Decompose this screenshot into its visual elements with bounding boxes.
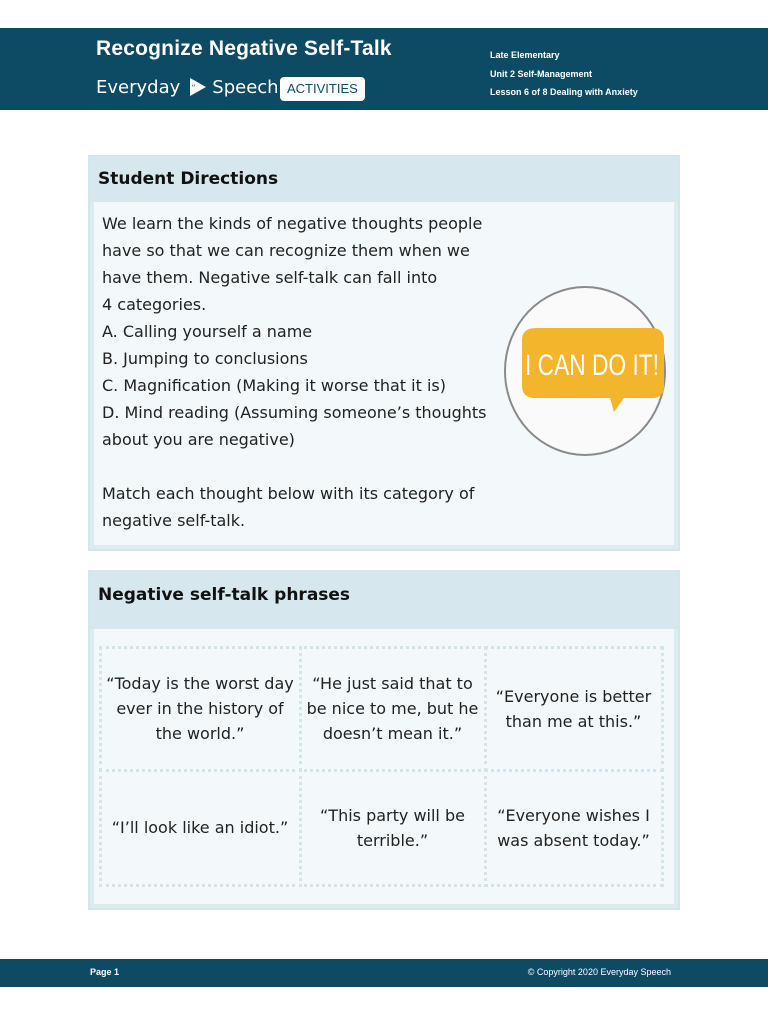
copyright-text: © Copyright 2020 Everyday Speech: [527, 967, 671, 977]
phrase-card[interactable]: “Everyone wishes I was absent today.”: [484, 769, 664, 887]
meta-lesson: Lesson 6 of 8 Dealing with Anxiety: [490, 87, 638, 97]
intro-line: 4 categories.: [102, 295, 207, 314]
phrase-card[interactable]: “I’ll look like an idiot.”: [99, 769, 302, 887]
directions-text: [102, 210, 502, 534]
instruction-line: negative self-talk.: [102, 511, 246, 530]
phrases-heading: Negative self-talk phrases: [90, 572, 678, 629]
brand-name-right: Speech: [212, 76, 279, 98]
i-can-do-it-image: [504, 286, 666, 456]
page-number: Page 1: [90, 967, 120, 977]
category-line: C. Magnification (Making it worse that it is): [102, 376, 446, 395]
page-title: Recognize Negative Self-Talk: [96, 37, 392, 60]
phrase-card[interactable]: “Today is the worst day ever in the history of the world.”: [99, 646, 302, 772]
play-icon: [186, 76, 208, 98]
meta-unit: Unit 2 Self-Management: [490, 68, 593, 79]
phrase-cards-grid: [100, 647, 662, 885]
category-line: B. Jumping to conclusions: [102, 349, 308, 368]
speech-bubble-icon: [506, 288, 663, 453]
intro-line: We learn the kinds of negative thoughts people: [102, 214, 483, 233]
lesson-meta: [490, 46, 638, 102]
intro-line: have them. Negative self-talk can fall into: [102, 268, 438, 287]
directions-heading: Student Directions: [90, 157, 678, 202]
intro-line: have so that we can recognize them when we: [102, 241, 470, 260]
phrases-body: [94, 629, 674, 904]
svg-text:“: “: [191, 83, 196, 93]
category-line: D. Mind reading (Assuming someone’s thoughts: [102, 403, 487, 422]
phrase-card[interactable]: “This party will be terrible.”: [299, 769, 487, 887]
activities-badge: ACTIVITIES: [280, 77, 365, 101]
category-line: A. Calling yourself a name: [102, 322, 313, 341]
directions-body: [94, 202, 674, 545]
phrases-panel: [88, 570, 680, 910]
phrase-card[interactable]: “He just said that to be nice to me, but he doesn’t mean it.”: [299, 646, 487, 772]
phrase-card[interactable]: “Everyone is better than me at this.”: [484, 646, 664, 772]
brand-logo: [96, 76, 279, 98]
brand-name-left: Everyday: [96, 76, 181, 98]
page-header: [0, 28, 768, 110]
page-footer: [0, 959, 768, 987]
meta-grade: Late Elementary: [490, 50, 560, 60]
category-line: about you are negative): [102, 430, 295, 449]
bubble-text: I CAN DO IT!: [525, 349, 659, 382]
instruction-line: Match each thought below with its category of: [102, 484, 475, 503]
student-directions-panel: [88, 155, 680, 551]
